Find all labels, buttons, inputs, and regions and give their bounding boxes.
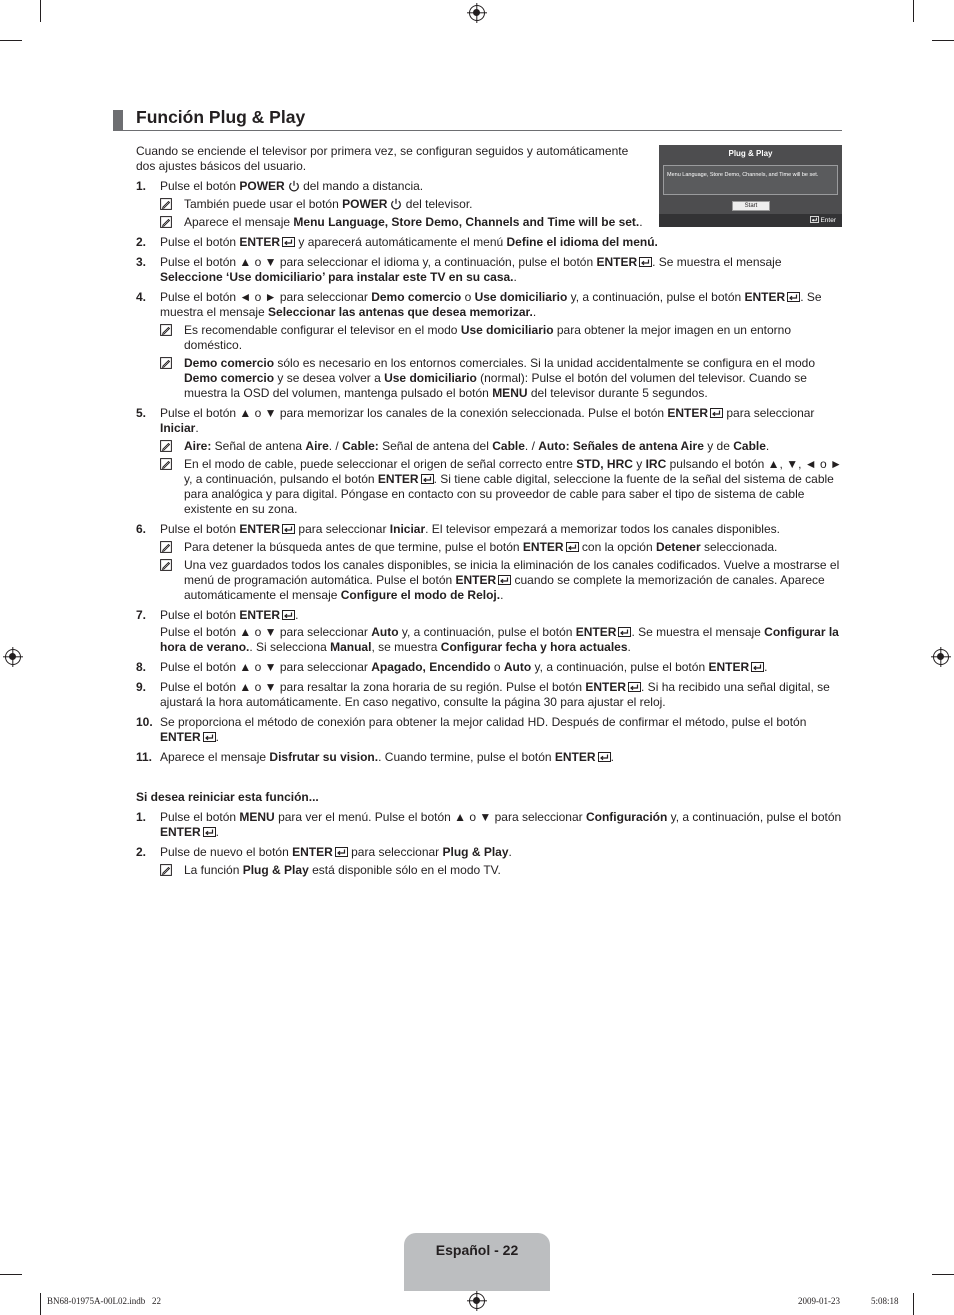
print-date: 2009-01-23 (798, 1296, 840, 1306)
step-8: 8. Pulse el botón ▲ o ▼ para seleccionar Apagado, Encendido o Auto y, a continuación, pulse el botón ENTER . (136, 660, 768, 674)
osd-enter-hint: Enter (810, 216, 836, 224)
step-4: 4. Pulse el botón ◄ o ► para seleccionar Demo comercio o Use domiciliario y, a continuación, pulse el botón ENTER . Se muestra el mensaje Seleccionar las antenas que desea memorizar.. Es recomendable configurar el televisor en el modo Use domiciliario para obtener la mejor imagen en un entorno doméstico. Demo comercio sólo es necesario en los entornos comerciales. Si la unidad accidentalmente se configura en el modo Demo comercio y se desea volver a Use domiciliario (normal): Pulse el botón del volumen del televisor. Cuando se muestra la OSD del volumen, mantenga pulsado el botón MENU del televisor durante 5 segundos. (136, 290, 842, 401)
reset-heading: Si desea reiniciar esta función... (136, 790, 319, 804)
power-icon (288, 180, 300, 192)
enter-icon (282, 610, 295, 620)
crop-mark (932, 1274, 954, 1275)
enter-icon (598, 752, 611, 762)
step-6: 6. Pulse el botón ENTER para seleccionar Iniciar. El televisor empezará a memorizar todos los canales disponibles. Para detener la búsqueda antes de que termine, pulse el botón ENTER con la opción Detener seleccionada. Una vez guardados todos los canales disponibles, se inicia la eliminación de los canales codificados. Vuelve a mostrarse el menú de programación automática. Pulse el botón ENTER cuando se complete la memorización de canales. Aparece automáticamente el mensaje Configure el modo de Reloj.. (136, 522, 842, 603)
registration-mark-icon (933, 649, 949, 665)
note-icon (160, 357, 172, 369)
note-icon (160, 198, 172, 210)
intro-paragraph: Cuando se enciende el televisor por primera vez, se configuran seguidos y automáticamente dos ajustes básicos del usuario. (136, 144, 629, 173)
note: Para detener la búsqueda antes de que termine, pulse el botón ENTER con la opción Detener seleccionada. (160, 540, 842, 555)
note: En el modo de cable, puede seleccionar el origen de señal correcto entre STD, HRC y IRC pulsando el botón ▲, ▼, ◄ o ► y, a continuación, pulsando el botón ENTER . Si tiene cable digital, seleccione la fuente de la señal del sistema de cable para analógica y para digital. Póngase en contacto con su proveedor de cable para saber el tipo de sistema de cable existente en su zona. (160, 457, 842, 517)
step-1: 1. Pulse el botón POWER del mando a distancia. También puede usar el botón POWER del televisor. Aparece el mensaje Menu Language, Store Demo, Channels and Time will be set.. (136, 179, 660, 230)
osd-start-button: Start (732, 201, 770, 211)
step-2: 2. Pulse el botón ENTER y aparecerá automáticamente el menú Define el idioma del menú. (136, 235, 658, 249)
registration-mark-icon (469, 5, 485, 21)
step-10: 10. Se proporciona el método de conexión para obtener la mejor calidad HD. Después de confirmar el método, pulse el botón ENTER . (136, 715, 807, 744)
enter-icon (628, 682, 641, 692)
note-icon (160, 458, 172, 470)
crop-mark (932, 40, 954, 41)
note: También puede usar el botón POWER del televisor. (160, 197, 660, 212)
step-9: 9. Pulse el botón ▲ o ▼ para resaltar la zona horaria de su región. Pulse el botón ENTER . Si ha recibido una señal digital, se ajustará la hora automáticamente. En caso negativo, consulte la página 30 para ajustar el reloj. (136, 680, 830, 709)
crop-mark (913, 0, 914, 22)
osd-message: Menu Language, Store Demo, Channels, and Time will be set. (667, 172, 819, 178)
note-icon (160, 440, 172, 452)
title-divider (113, 130, 842, 131)
step-3: 3. Pulse el botón ▲ o ▼ para seleccionar el idioma y, a continuación, pulse el botón ENTER . Se muestra el mensaje Seleccione ‘Use domiciliario’ para instalar este TV en su casa.. (136, 255, 782, 284)
enter-icon (203, 827, 216, 837)
reset-step-2: 2. Pulse de nuevo el botón ENTER para seleccionar Plug & Play. La función Plug & Play está disponible sólo en el modo TV. (136, 845, 842, 878)
enter-icon (282, 237, 295, 247)
note-icon (160, 559, 172, 571)
enter-icon (751, 662, 764, 672)
step-5: 5. Pulse el botón ▲ o ▼ para memorizar los canales de la conexión seleccionada. Pulse el botón ENTER para seleccionar Iniciar. Aire: Señal de antena Aire. / Cable: Señal de antena del Cable. / Auto: Señales de antena Aire y de Cable. En el modo de cable, puede seleccionar el origen de señal correcto entre STD, HRC y IRC pulsando el botón ▲, ▼, ◄ o ► y, a continuación, pulsando el botón ENTER . Si tiene cable digital, seleccione la fuente de la señal del sistema de cable para analógica y para digital. Póngase en contacto con su proveedor de cable para saber el tipo de sistema de cable existente en su zona. (136, 406, 842, 516)
registration-mark-icon (469, 1293, 485, 1309)
page-number-tab (404, 1233, 550, 1291)
reset-step-1: 1. Pulse el botón MENU para ver el menú. Pulse el botón ▲ o ▼ para seleccionar Configuración y, a continuación, pulse el botón ENTER . (136, 810, 842, 839)
crop-mark (0, 1274, 22, 1275)
enter-icon (203, 732, 216, 742)
file-info: BN68-01975A-00L02.indb 22 (47, 1296, 161, 1306)
note-icon (160, 324, 172, 336)
title-accent-bar (113, 110, 123, 131)
enter-icon (335, 847, 348, 857)
page-title: Función Plug & Play (136, 107, 306, 127)
note: La función Plug & Play está disponible sólo en el modo TV. (160, 863, 842, 878)
note: Demo comercio sólo es necesario en los entornos comerciales. Si la unidad accidentalmente se configura en el modo Demo comercio y se desea volver a Use domiciliario (normal): Pulse el botón del volumen del televisor. Cuando se muestra la OSD del volumen, mantenga pulsado el botón MENU del televisor durante 5 segundos. (160, 356, 842, 401)
enter-icon (282, 524, 295, 534)
enter-icon (498, 575, 511, 585)
crop-mark (913, 1293, 914, 1315)
note: Una vez guardados todos los canales disponibles, se inicia la eliminación de los canales codificados. Vuelve a mostrarse el menú de programación automática. Pulse el botón ENTER cuando se complete la memorización de canales. Aparece automáticamente el mensaje Configure el modo de Reloj.. (160, 558, 842, 603)
power-icon (390, 198, 402, 210)
crop-mark (0, 40, 22, 41)
osd-title: Plug & Play (728, 149, 773, 158)
note-icon (160, 216, 172, 228)
crop-mark (40, 0, 41, 22)
enter-icon (639, 257, 652, 267)
step-7: 7. Pulse el botón ENTER . Pulse el botón ▲ o ▼ para seleccionar Auto y, a continuación, pulse el botón ENTER . Se muestra el mensaje Configurar la hora de verano.. Si selecciona Manual, se muestra Configurar fecha y hora actuales. (136, 608, 842, 655)
step-7-detail: Pulse el botón ▲ o ▼ para seleccionar Auto y, a continuación, pulse el botón ENTER . Se muestra el mensaje Configurar la hora de verano.. Si selecciona Manual, se muestra Configurar fecha y hora actuales. (160, 625, 839, 654)
instructions (136, 144, 842, 883)
note: Aparece el mensaje Menu Language, Store Demo, Channels and Time will be set.. (160, 215, 704, 230)
enter-icon (421, 474, 434, 484)
enter-icon (566, 542, 579, 552)
enter-icon (787, 292, 800, 302)
print-time: 5:08:18 (871, 1296, 899, 1306)
enter-icon (618, 627, 631, 637)
registration-mark-icon (5, 649, 21, 665)
crop-mark (40, 1293, 41, 1315)
page-number: Español - 22 (435, 1242, 519, 1258)
step-11: 11. Aparece el mensaje Disfrutar su vision.. Cuando termine, pulse el botón ENTER . (136, 750, 614, 764)
note-icon (160, 864, 172, 876)
note: Es recomendable configurar el televisor en el modo Use domiciliario para obtener la mejor imagen en un entorno doméstico. (160, 323, 842, 353)
note: Aire: Señal de antena Aire. / Cable: Señal de antena del Cable. / Auto: Señales de antena Aire y de Cable. (160, 439, 842, 454)
note-icon (160, 541, 172, 553)
enter-icon (710, 408, 723, 418)
